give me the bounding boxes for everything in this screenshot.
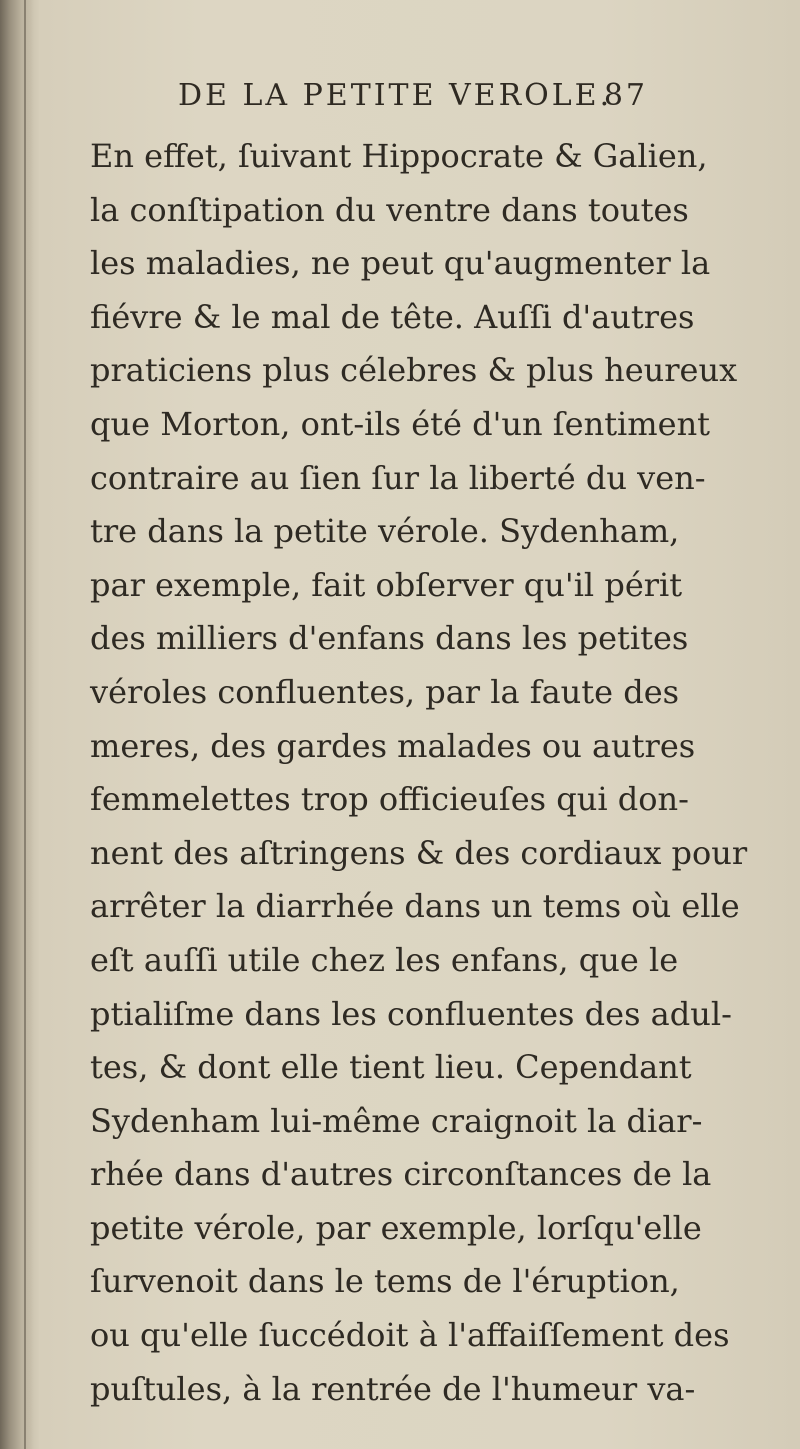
page-gutter bbox=[0, 0, 34, 1449]
text-line: puſtules, à la rentrée de l'humeur va- bbox=[90, 1369, 696, 1408]
text-line: par exemple, fait obſerver qu'il périt bbox=[90, 565, 683, 604]
text-line: tes, & dont elle tient lieu. Cependant bbox=[90, 1048, 692, 1087]
text-line: rhée dans d'autres circonſtances de la bbox=[90, 1155, 712, 1194]
binding-fold-line bbox=[24, 0, 26, 1449]
text-line: femmelettes trop officieuſes qui don- bbox=[90, 780, 689, 819]
text-line: praticiens plus célebres & plus heureux bbox=[90, 351, 738, 390]
page-number: 87 bbox=[603, 78, 648, 113]
text-line: En effet, ſuivant Hippocrate & Galien, bbox=[90, 137, 708, 175]
text-line: que Morton, ont-ils été d'un ſentiment bbox=[90, 404, 711, 443]
text-line: tre dans la petite vérole. Sydenham, bbox=[90, 512, 680, 551]
text-line: meres, des gardes malades ou autres bbox=[90, 726, 696, 765]
text-line: la conſtipation du ventre dans toutes bbox=[90, 190, 689, 229]
text-line: arrêter la diarrhée dans un tems où elle bbox=[90, 887, 740, 926]
text-line: eſt auſſi utile chez les enfans, que le bbox=[90, 940, 679, 979]
text-line: petite vérole, par exemple, lorſqu'elle bbox=[90, 1208, 702, 1247]
text-line: ptialiſme dans les confluentes des adul- bbox=[90, 994, 732, 1033]
text-line: les maladies, ne peut qu'augmenter la bbox=[90, 244, 711, 283]
running-head bbox=[178, 78, 648, 118]
text-line: des milliers d'enfans dans les petites bbox=[90, 619, 689, 658]
body-text bbox=[90, 130, 748, 1416]
text-line: ou qu'elle ſuccédoit à l'affaiſſement des bbox=[90, 1316, 730, 1355]
text-line: nent des aſtringens & des cordiaux pour bbox=[90, 833, 748, 872]
text-line: contraire au ſien ſur la liberté du ven- bbox=[90, 458, 706, 497]
text-line: fiévre & le mal de tête. Auſſi d'autres bbox=[90, 297, 695, 336]
text-line: ſurvenoit dans le tems de l'éruption, bbox=[90, 1262, 680, 1301]
text-line: Sydenham lui-même craignoit la diar- bbox=[90, 1101, 703, 1140]
running-head-title: DE LA PETITE VEROLE. bbox=[178, 78, 613, 113]
text-line: véroles confluentes, par la faute des bbox=[90, 672, 680, 711]
